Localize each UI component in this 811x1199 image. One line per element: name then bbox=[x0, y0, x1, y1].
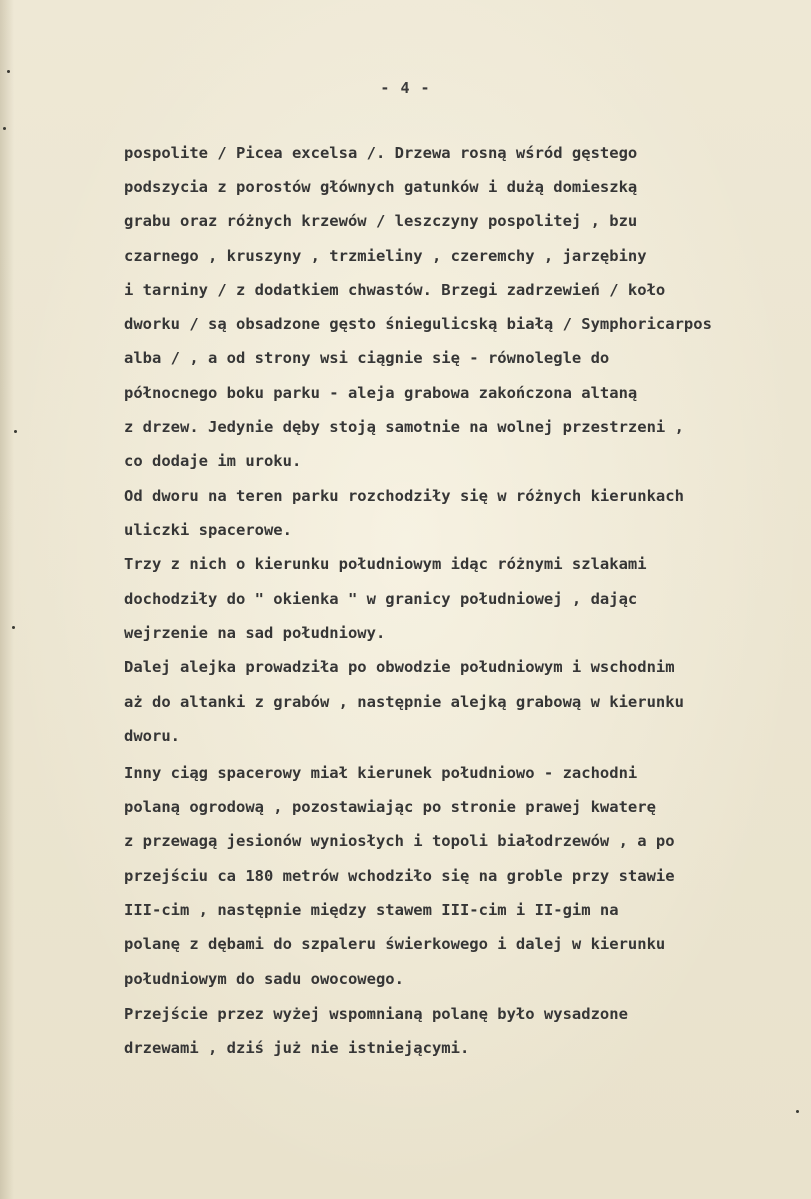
text-line: polanę z dębami do szpaleru świerkowego i dalej w kierunku bbox=[124, 935, 666, 953]
text-line: Od dworu na teren parku rozchodziły się w różnych kierunkach bbox=[124, 487, 684, 505]
text-line: III-cim , następnie między stawem III-cim i II-gim na bbox=[124, 901, 619, 919]
text-line: alba / , a od strony wsi ciągnie się - równolegle do bbox=[124, 349, 610, 367]
text-line: aż do altanki z grabów , następnie alejką grabową w kierunku bbox=[124, 693, 684, 711]
page-number: - 4 - bbox=[380, 79, 431, 97]
text-line: Trzy z nich o kierunku południowym idąc różnymi szlakami bbox=[124, 555, 647, 573]
text-line: przejściu ca 180 metrów wchodziło się na groble przy stawie bbox=[124, 867, 675, 885]
text-line: dworu. bbox=[124, 727, 180, 745]
text-line: drzewami , dziś już nie istniejącymi. bbox=[124, 1039, 470, 1057]
text-line: uliczki spacerowe. bbox=[124, 521, 292, 539]
text-line: Dalej alejka prowadziła po obwodzie południowym i wschodnim bbox=[124, 658, 675, 676]
text-line: polaną ogrodową , pozostawiając po stronie prawej kwaterę bbox=[124, 798, 656, 816]
text-line: Przejście przez wyżej wspomnianą polanę było wysadzone bbox=[124, 1005, 628, 1023]
text-line: co dodaje im uroku. bbox=[124, 452, 302, 470]
text-line: z drzew. Jedynie dęby stoją samotnie na wolnej przestrzeni , bbox=[124, 418, 684, 436]
text-line: północnego boku parku - aleja grabowa zakończona altaną bbox=[124, 384, 638, 402]
text-line: Inny ciąg spacerowy miał kierunek południowo - zachodni bbox=[124, 764, 638, 782]
text-line: dworku / są obsadzone gęsto śniegulicską białą / Symphoricarpos bbox=[124, 315, 712, 333]
text-line: czarnego , kruszyny , trzmieliny , czeremchy , jarzębiny bbox=[124, 247, 647, 265]
text-line: dochodziły do " okienka " w granicy południowej , dając bbox=[124, 590, 638, 608]
text-line: podszycia z porostów głównych gatunków i dużą domieszką bbox=[124, 178, 638, 196]
text-line: z przewagą jesionów wyniosłych i topoli białodrzewów , a po bbox=[124, 832, 675, 850]
text-line: wejrzenie na sad południowy. bbox=[124, 624, 386, 642]
text-line: i tarniny / z dodatkiem chwastów. Brzegi zadrzewień / koło bbox=[124, 281, 666, 299]
text-line: grabu oraz różnych krzewów / leszczyny pospolitej , bzu bbox=[124, 212, 638, 230]
text-line: pospolite / Picea excelsa /. Drzewa rosną wśród gęstego bbox=[124, 144, 638, 162]
text-line: południowym do sadu owocowego. bbox=[124, 970, 404, 988]
